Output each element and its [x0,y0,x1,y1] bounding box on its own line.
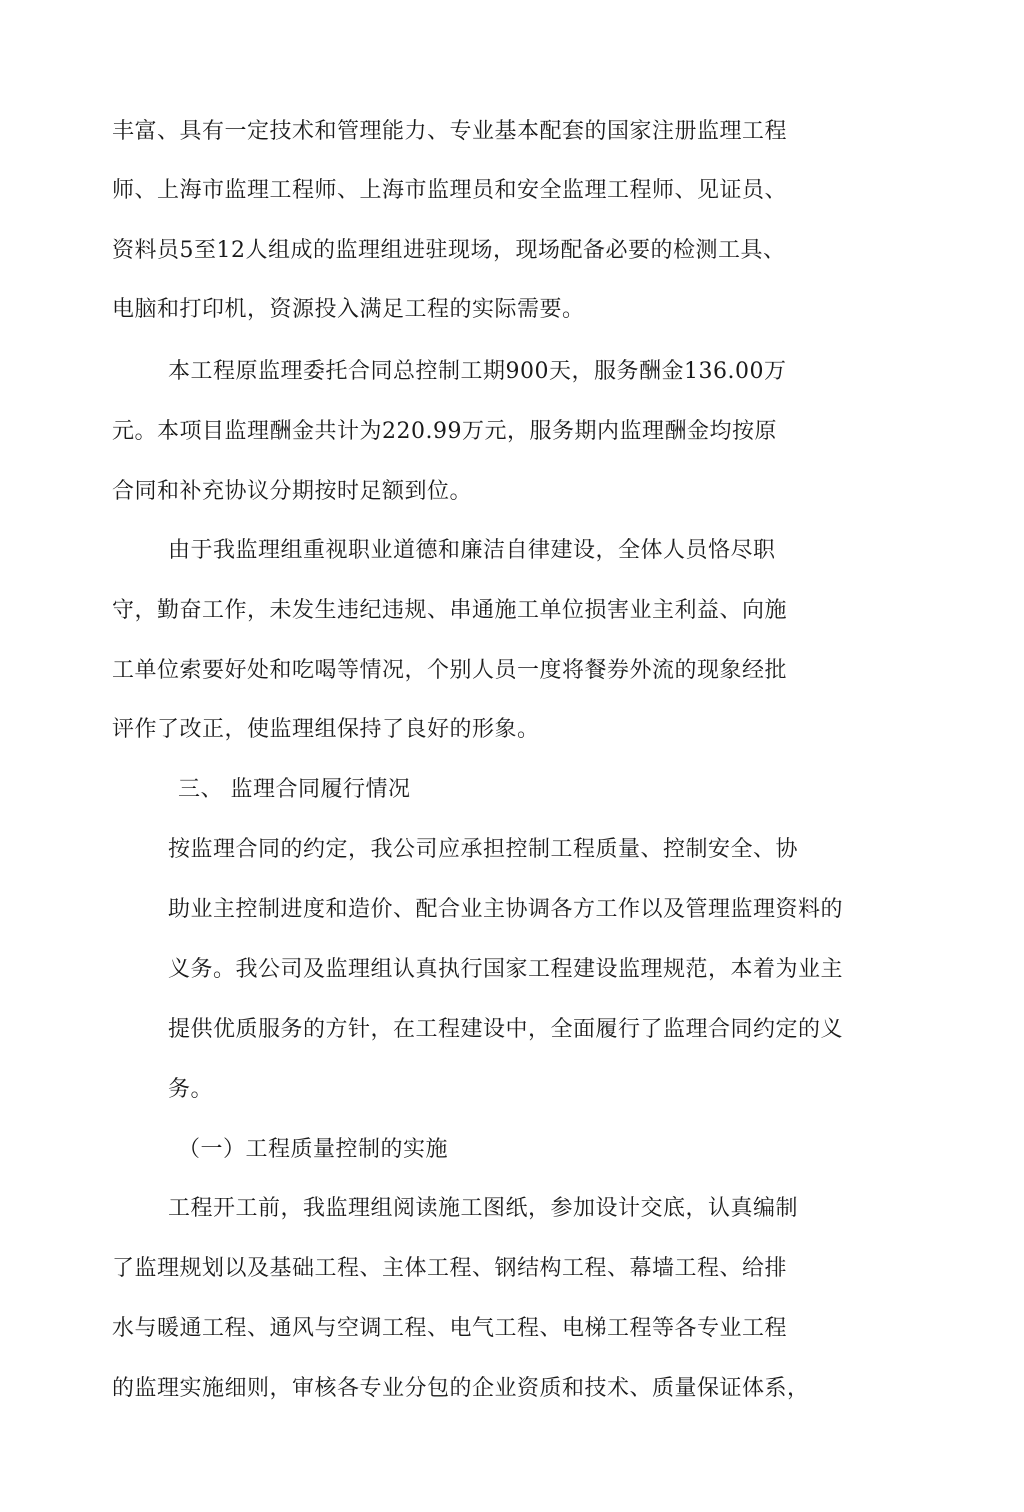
text-line: 义务。我公司及监理组认真执行国家工程建设监理规范，本着为业主 [168,957,844,982]
text-line: 资料员5至12人组成的监理组进驻现场，现场配备必要的检测工具、 [112,238,786,263]
text-line: 由于我监理组重视职业道德和廉洁自律建设，全体人员恪尽职 [168,538,776,563]
text-line: 电脑和打印机，资源投入满足工程的实际需要。 [112,297,585,322]
text-line: 合同和补充协议分期按时足额到位。 [112,479,473,504]
subsection-heading: （一）工程质量控制的实施 [178,1137,449,1162]
text-line: 工程开工前，我监理组阅读施工图纸，参加设计交底，认真编制 [168,1196,799,1221]
text-line: 工单位索要好处和吃喝等情况，个别人员一度将餐券外流的现象经批 [112,658,788,683]
text-line: 守，勤奋工作，未发生违纪违规、串通施工单位损害业主利益、向施 [112,598,788,623]
text-line: 丰富、具有一定技术和管理能力、专业基本配套的国家注册监理工程 [112,119,788,144]
text-line: 了监理规划以及基础工程、主体工程、钢结构工程、幕墙工程、给排 [112,1256,788,1281]
text-line: 评作了改正，使监理组保持了良好的形象。 [112,717,540,742]
text-line: 师、上海市监理工程师、上海市监理员和安全监理工程师、见证员、 [112,178,788,203]
text-line: 的监理实施细则，审核各专业分包的企业资质和技术、质量保证体系， [112,1376,810,1401]
text-line: 助业主控制进度和造价、配合业主协调各方工作以及管理监理资料的 [168,897,844,922]
text-line: 元。本项目监理酬金共计为220.99万元，服务期内监理酬金均按原 [112,419,777,444]
text-line: 按监理合同的约定，我公司应承担控制工程质量、控制安全、协 [168,837,799,862]
text-line: 提供优质服务的方针，在工程建设中，全面履行了监理合同约定的义 [168,1017,844,1042]
text-line: 务。 [168,1077,214,1102]
text-line: 本工程原监理委托合同总控制工期900天，服务酬金136.00万 [168,359,787,384]
text-line: 水与暖通工程、通风与空调工程、电气工程、电梯工程等各专业工程 [112,1316,788,1341]
section-heading: 三、 监理合同履行情况 [178,777,411,802]
